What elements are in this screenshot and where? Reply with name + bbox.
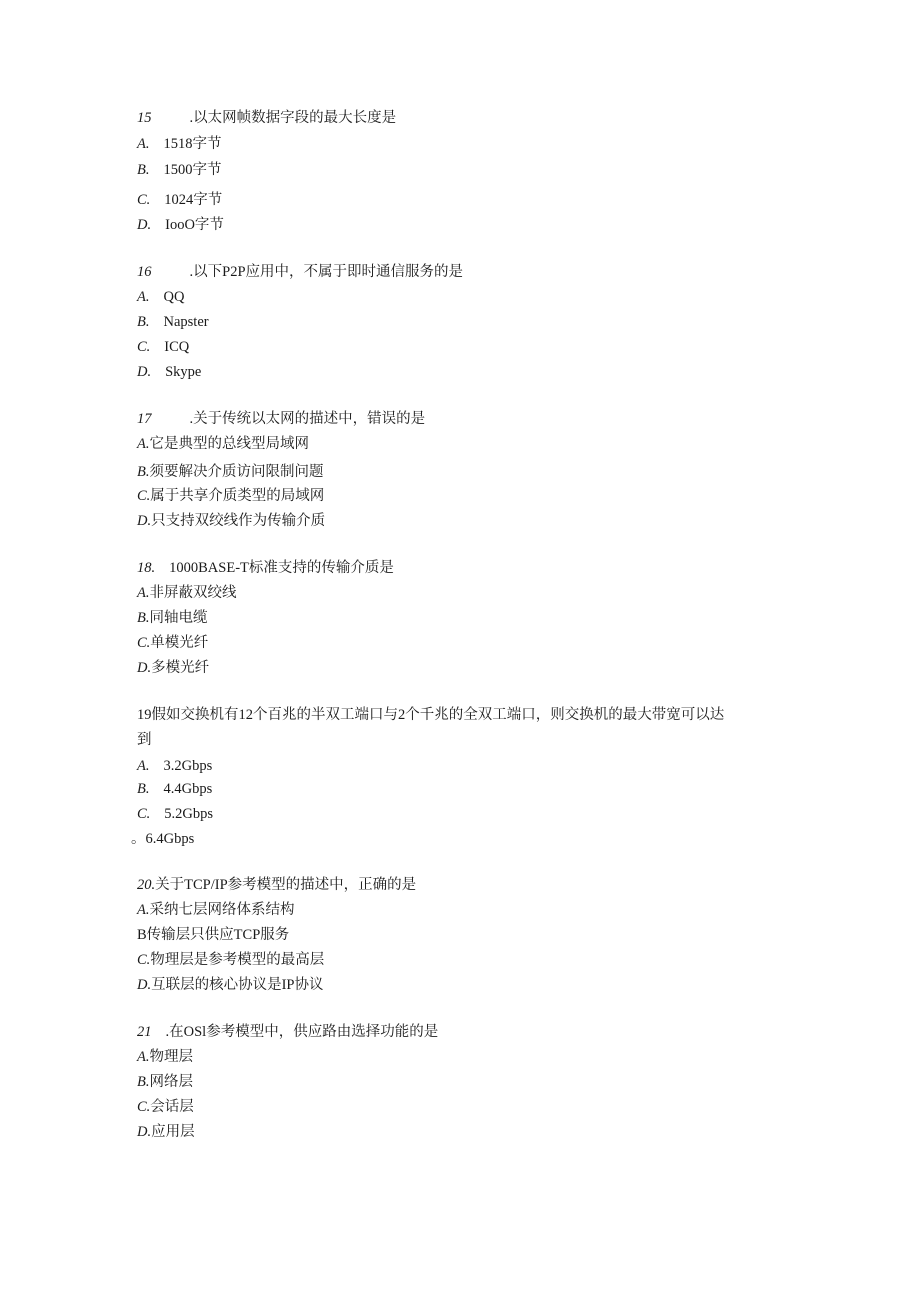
option-text: 网络层: [149, 1074, 193, 1090]
option-letter: B.: [137, 1074, 150, 1090]
option-letter: A.: [137, 1049, 150, 1065]
question-20-option-a: [137, 901, 294, 919]
question-18-option-d: [137, 659, 209, 677]
question-20-stem: [137, 876, 416, 894]
option-text: 6.4Gbps: [145, 831, 195, 847]
question-text-continued: 到: [137, 732, 152, 748]
question-number: 20.: [137, 877, 156, 893]
option-text: 只支持双绞线作为传输介质: [151, 513, 326, 529]
question-21-option-b: [137, 1073, 193, 1091]
question-number: 16: [137, 264, 152, 280]
option-text: 传输层只供应TCP服务: [146, 927, 290, 943]
question-19-stem-line1: [137, 706, 724, 724]
question-number: 17: [137, 411, 152, 427]
question-17-option-b: [137, 463, 323, 481]
question-17-option-a: [137, 435, 309, 453]
question-21-option-c: [137, 1098, 194, 1116]
question-17-option-c: [137, 487, 324, 505]
option-letter: C.: [137, 952, 151, 968]
option-letter: A.: [137, 436, 150, 452]
question-number: 15: [137, 110, 152, 126]
option-text: Skype: [165, 364, 202, 380]
option-letter: 。: [131, 831, 146, 847]
question-15-option-c: [137, 191, 222, 209]
option-letter: D.: [137, 1124, 152, 1140]
question-16-option-a: [137, 288, 184, 306]
option-text: 同轴电缆: [149, 610, 208, 626]
question-19-option-b: [137, 780, 212, 798]
option-text: QQ: [163, 289, 185, 305]
question-15-option-d: [137, 216, 224, 234]
question-21-stem: [137, 1023, 438, 1041]
option-letter: D.: [137, 364, 152, 380]
option-text: 采纳七层网络体系结构: [149, 902, 295, 918]
question-19-stem-line2: [137, 731, 152, 749]
question-21-option-a: [137, 1048, 193, 1066]
question-16-stem: [137, 263, 463, 281]
option-text: 3.2Gbps: [163, 758, 213, 774]
option-text: IooO字节: [165, 217, 224, 233]
option-letter: B.: [137, 314, 150, 330]
question-text: .以太网帧数据字段的最大长度是: [189, 110, 397, 126]
option-text: 5.2Gbps: [164, 806, 214, 822]
question-16-option-b: [137, 313, 209, 331]
question-text: .在OSl参考模型中，供应路由选择功能的是: [165, 1024, 439, 1040]
option-letter: A.: [137, 289, 150, 305]
option-text: 1024字节: [164, 192, 223, 208]
option-text: 属于共享介质类型的局域网: [150, 488, 325, 504]
option-text: 它是典型的总线型局域网: [149, 436, 309, 452]
option-letter: C.: [137, 339, 151, 355]
question-16-option-c: [137, 338, 189, 356]
question-19-option-c: [137, 805, 213, 823]
option-text: 1500字节: [163, 162, 222, 178]
option-text: ICQ: [164, 339, 190, 355]
option-letter: A.: [137, 758, 150, 774]
question-text: .以下P2P应用中，不属于即时通信服务的是: [189, 264, 464, 280]
question-20-option-b: [137, 926, 289, 944]
question-number: 18.: [137, 560, 156, 576]
option-text: 非屏蔽双绞线: [149, 585, 237, 601]
option-letter: A.: [137, 585, 150, 601]
option-letter: C.: [137, 806, 151, 822]
question-18-option-b: [137, 609, 207, 627]
question-21-option-d: [137, 1123, 195, 1141]
question-text: 关于TCP/IP参考模型的描述中，正确的是: [155, 877, 417, 893]
option-letter: C.: [137, 192, 151, 208]
option-text: 应用层: [151, 1124, 195, 1140]
option-text: 4.4Gbps: [163, 781, 213, 797]
option-letter: D.: [137, 513, 152, 529]
question-19-option-d: [131, 830, 194, 848]
option-text: 1518字节: [163, 136, 222, 152]
option-letter: C.: [137, 1099, 151, 1115]
option-text: 物理层是参考模型的最高层: [150, 952, 325, 968]
option-letter: D.: [137, 977, 152, 993]
option-letter: B.: [137, 781, 150, 797]
question-text: 19假如交换机有12个百兆的半双工端口与2个千兆的全双工端口，则交换机的最大带宽可以达: [137, 707, 725, 723]
option-letter: D.: [137, 660, 152, 676]
question-16-option-d: [137, 363, 201, 381]
option-letter: B: [137, 927, 147, 943]
question-text: .关于传统以太网的描述中，错误的是: [189, 411, 426, 427]
option-letter: B.: [137, 162, 150, 178]
option-letter: B.: [137, 610, 150, 626]
question-15-option-b: [137, 161, 221, 179]
option-text: 单模光纤: [150, 635, 209, 651]
question-20-option-d: [137, 976, 324, 994]
option-text: 物理层: [149, 1049, 193, 1065]
question-number: 21: [137, 1024, 152, 1040]
option-letter: A.: [137, 136, 150, 152]
option-text: 须要解决介质访问限制问题: [149, 464, 324, 480]
option-letter: A.: [137, 902, 150, 918]
question-text: 1000BASE-T标准支持的传输介质是: [169, 560, 394, 576]
question-18-option-c: [137, 634, 208, 652]
option-letter: C.: [137, 635, 151, 651]
option-letter: B.: [137, 464, 150, 480]
question-15-stem: [137, 109, 396, 127]
option-letter: C.: [137, 488, 151, 504]
question-20-option-c: [137, 951, 324, 969]
question-18-stem: [137, 559, 394, 577]
question-18-option-a: [137, 584, 236, 602]
option-text: Napster: [163, 314, 209, 330]
option-letter: D.: [137, 217, 152, 233]
option-text: 多模光纤: [151, 660, 210, 676]
question-19-option-a: [137, 757, 212, 775]
question-17-stem: [137, 410, 425, 428]
option-text: 互联层的核心协议是IP协议: [151, 977, 324, 993]
option-text: 会话层: [150, 1099, 194, 1115]
question-15-option-a: [137, 135, 221, 153]
question-17-option-d: [137, 512, 325, 530]
